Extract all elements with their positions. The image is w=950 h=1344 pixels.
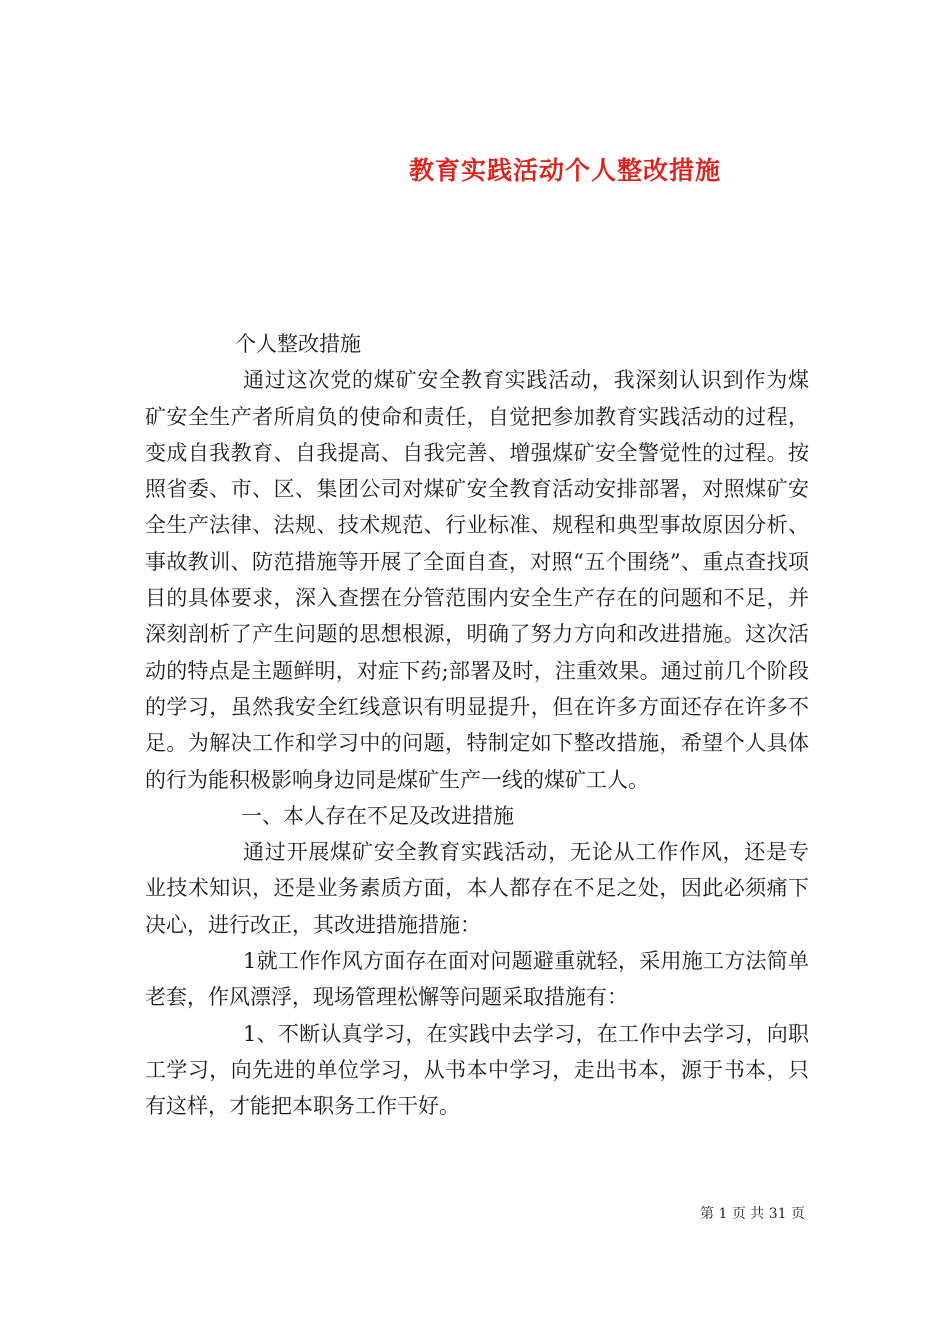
paragraph-item: 1就工作作风方面存在面对问题避重就轻，采用施工方法简单老套，作风漂浮，现场管理松懈等问题采取措施有：	[145, 949, 809, 1010]
page-number: 第 1 页 共 31 页	[700, 1206, 805, 1222]
document-title: 教育实践活动个人整改措施	[408, 155, 721, 185]
paragraph-intro: 通过这次党的煤矿安全教育实践活动，我深刻认识到作为煤矿安全生产者所肩负的使命和责任，自觉把参加教育实践活动的过程，变成自我教育、自我提高、自我完善、增强煤矿安全警觉性的过程。按照省委、市、区、集团公司对煤矿安全教育活动安排部署，对照煤矿安全生产法律、法规、技术规范、行业标准、规程和典型事故原因分析、事故教训、防范措施等开展了全面自查，对照“五个围绕”、重点查找项目的具体要求，深入查摆在分管范围内安全生产存在的问题和不足，并深刻剖析了产生问题的思想根源，明确了努力方向和改进措施。这次活动的特点是主题鲜明，对症下药;部署及时，注重效果。通过前几个阶段的学习，虽然我安全红线意识有明显提升，但在许多方面还存在许多不足。为解决工作和学习中的问题，特制定如下整改措施，希望个人具体的行为能积极影响身边同是煤矿生产一线的煤矿工人。	[145, 368, 809, 792]
paragraph-section-body: 通过开展煤矿安全教育实践活动，无论从工作作风，还是专业技术知识，还是业务素质方面，本人都存在不足之处，因此必须痛下决心，进行改正，其改进措施措施：	[145, 840, 809, 937]
document-body	[145, 326, 809, 1125]
paragraph-heading: 个人整改措施	[235, 332, 361, 356]
paragraph-subitem: 1、不断认真学习，在实践中去学习，在工作中去学习，向职工学习，向先进的单位学习，从书本中学习，走出书本，源于书本，只有这样，才能把本职务工作干好。	[145, 1021, 809, 1119]
section-heading: 一、本人存在不足及改进措施	[241, 803, 514, 828]
